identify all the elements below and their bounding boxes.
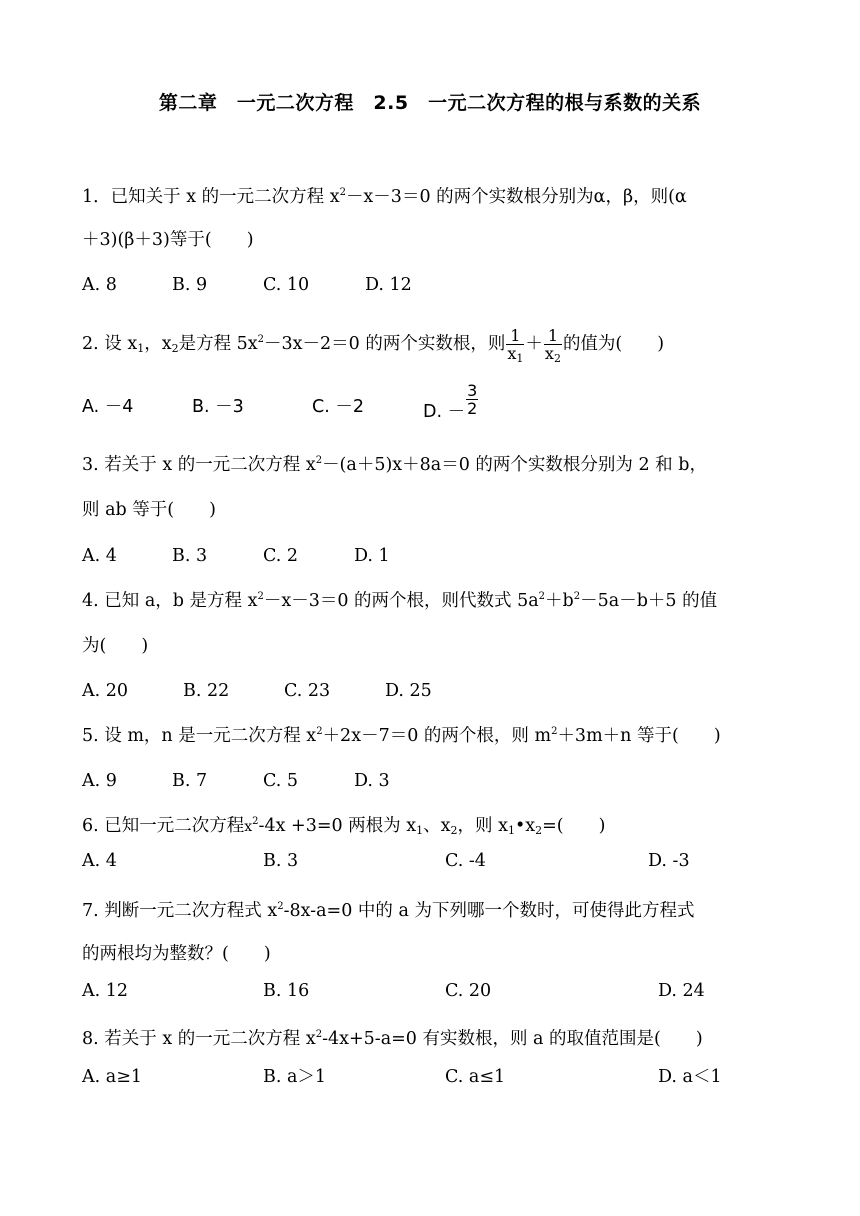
q3-option-c[interactable]: C. 2 bbox=[263, 546, 299, 566]
q2-option-c[interactable]: C. －2 bbox=[312, 397, 364, 417]
q5-option-c[interactable]: C. 5 bbox=[263, 771, 299, 791]
q6-option-d[interactable]: D. -3 bbox=[648, 851, 690, 871]
page-title: 第二章 一元二次方程 2.5 一元二次方程的根与系数的关系 bbox=[158, 92, 702, 114]
q4-option-a[interactable]: A. 20 bbox=[82, 681, 129, 701]
q7-option-b[interactable]: B. 16 bbox=[263, 981, 310, 1001]
q7-option-c[interactable]: C. 20 bbox=[445, 981, 492, 1001]
q1-option-a[interactable]: A. 8 bbox=[82, 275, 117, 295]
q2-option-d[interactable]: D. － $\frac{3}{2}$ bbox=[423, 381, 478, 422]
q6-option-c[interactable]: C. -4 bbox=[445, 851, 486, 871]
question-7-line-2: 的两根均为整数？( ) bbox=[82, 944, 271, 964]
q5-option-b[interactable]: B. 7 bbox=[172, 771, 208, 791]
fraction-1-over-x1: $\frac{1}{x_1}$ bbox=[507, 326, 524, 365]
q1-option-c[interactable]: C. 10 bbox=[263, 275, 310, 295]
question-4-line-2: 为( ) bbox=[82, 636, 149, 656]
fraction-1-over-x2: $\frac{1}{x_2}$ bbox=[544, 326, 561, 365]
question-1-line-1: 1．已知关于 x 的一元二次方程 $x^2-x-3=0$ 的两个实数根分别为α，β，则(α bbox=[82, 187, 687, 207]
q2-option-a[interactable]: A. －4 bbox=[82, 397, 134, 417]
q8-option-b[interactable]: B. a＞1 bbox=[263, 1067, 327, 1087]
question-2-line-1: 2. 设 $x_1$，$x_2$是方程 $5x^2-3x-2=0$ 的两个实数根，则 $\frac{1}{x_1}$ ＋ $\frac{1}{x_2}$ 的值为( ) bbox=[82, 326, 665, 365]
q7-option-a[interactable]: A. 12 bbox=[82, 981, 129, 1001]
question-8-line-1: 8. 若关于 x 的一元二次方程 $x^2-4x+5-a=0$ 有实数根，则 a 的取值范围是( ) bbox=[82, 1029, 703, 1049]
question-3-line-2: 则 ab 等于( ) bbox=[82, 500, 216, 520]
q3-option-a[interactable]: A. 4 bbox=[82, 546, 117, 566]
question-5-line-1: 5. 设 m，n 是一元二次方程 $x^2+2x-7=0$ 的两个根，则 $m^2+3m+n$ 等于( ) bbox=[82, 726, 721, 746]
q7-option-d[interactable]: D. 24 bbox=[658, 981, 705, 1001]
question-6-line-1: 6. 已知一元二次方程$x^2-4x +3=0$ 两根为 $x_1$、$x_2$，则 $x_1•x_2=$( ) bbox=[82, 816, 606, 837]
q2-option-b[interactable]: B. －3 bbox=[192, 397, 244, 417]
q3-option-d[interactable]: D. 1 bbox=[354, 546, 390, 566]
q6-option-b[interactable]: B. 3 bbox=[263, 851, 299, 871]
q4-option-d[interactable]: D. 25 bbox=[385, 681, 432, 701]
q5-option-a[interactable]: A. 9 bbox=[82, 771, 117, 791]
q4-option-c[interactable]: C. 23 bbox=[284, 681, 331, 701]
question-1-line-2: ＋3)(β＋3)等于( ) bbox=[82, 230, 254, 250]
q4-option-b[interactable]: B. 22 bbox=[183, 681, 230, 701]
q6-option-a[interactable]: A. 4 bbox=[82, 851, 117, 871]
q8-option-a[interactable]: A. a≥1 bbox=[82, 1067, 142, 1087]
question-3-line-1: 3. 若关于 x 的一元二次方程 $x^2-(a+5)x+8a=0$ 的两个实数根分别为 2 和 b， bbox=[82, 455, 707, 475]
question-4-line-1: 4. 已知 a，b 是方程 $x^2-x-3=0$ 的两个根，则代数式 $5a^2+b^2-5a-b+5$ 的值 bbox=[82, 591, 718, 611]
q8-option-c[interactable]: C. a≤1 bbox=[445, 1067, 506, 1087]
question-7-line-1: 7. 判断一元二次方程式 $x^2-8x-a=0$ 中的 a 为下列哪一个数时，可使得此方程式 bbox=[82, 901, 695, 921]
q1-option-b[interactable]: B. 9 bbox=[172, 275, 208, 295]
fraction-3-over-2: $\frac{3}{2}$ bbox=[467, 381, 478, 418]
q1-option-d[interactable]: D. 12 bbox=[365, 275, 412, 295]
q3-option-b[interactable]: B. 3 bbox=[172, 546, 208, 566]
q8-option-d[interactable]: D. a＜1 bbox=[658, 1067, 722, 1087]
q5-option-d[interactable]: D. 3 bbox=[354, 771, 390, 791]
